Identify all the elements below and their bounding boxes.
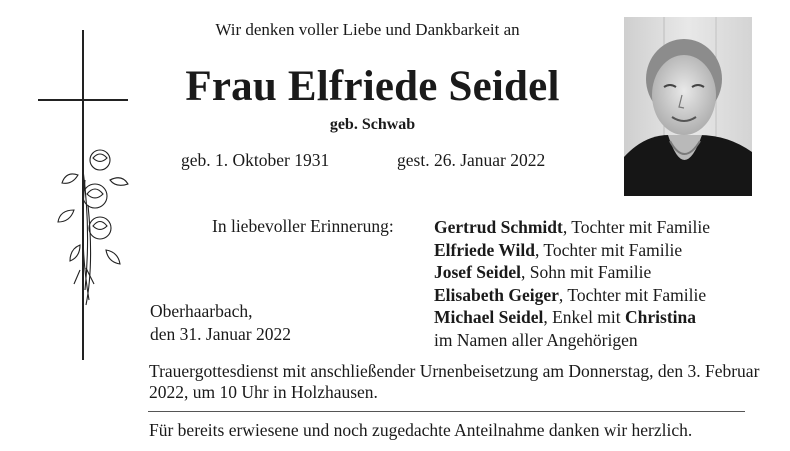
mourner-row — [434, 284, 710, 307]
birth-date: geb. 1. Oktober 1931 — [181, 150, 330, 170]
intro-text: Wir denken voller Liebe und Dankbarkeit an — [215, 20, 520, 39]
death-date: gest. 26. Januar 2022 — [397, 150, 546, 170]
date-text: den 31. Januar 2022 — [150, 324, 291, 344]
deceased-name: Frau Elfriede Seidel — [185, 63, 560, 110]
mourner-name: Michael Seidel — [434, 307, 544, 327]
thanks-text: Für bereits erwiesene und noch zugedachte Anteilnahme danken wir herzlich. — [149, 420, 693, 440]
mourner-row — [434, 261, 710, 284]
portrait-photo — [624, 17, 752, 196]
mourner-name: Elfriede Wild — [434, 239, 535, 260]
mourner-row — [434, 239, 710, 262]
mourner-relation: , Sohn mit Familie — [521, 262, 652, 282]
mourner-relation: , Tochter mit Familie — [534, 239, 683, 260]
mourner-row — [434, 216, 710, 239]
mourners-list — [434, 216, 710, 351]
mourner-row — [434, 306, 710, 329]
maiden-name: geb. Schwab — [329, 116, 416, 133]
service-text: Trauergottesdienst mit anschließender Urnenbeisetzung am Donnerstag, den 3. Februar 2022, um 10 Uhr in Holzhausen. — [149, 361, 760, 402]
mourner-name: Elisabeth Geiger — [434, 284, 559, 305]
memory-label: In liebevoller Erinnerung: — [212, 216, 394, 236]
divider — [148, 411, 745, 412]
mourner-name: Gertrud Schmidt — [434, 217, 563, 237]
mourner-extra-name: Christina — [625, 307, 696, 327]
mourner-relation: , Tochter mit Familie — [558, 284, 707, 305]
place-date — [150, 300, 291, 346]
relatives-line: im Namen aller Angehörigen — [434, 329, 638, 350]
mourner-relation: , Tochter mit Familie — [562, 217, 711, 237]
mourner-name: Josef Seidel — [434, 262, 522, 282]
place-text: Oberhaarbach, — [150, 301, 253, 321]
mourner-relation: , Enkel mit — [543, 307, 626, 327]
